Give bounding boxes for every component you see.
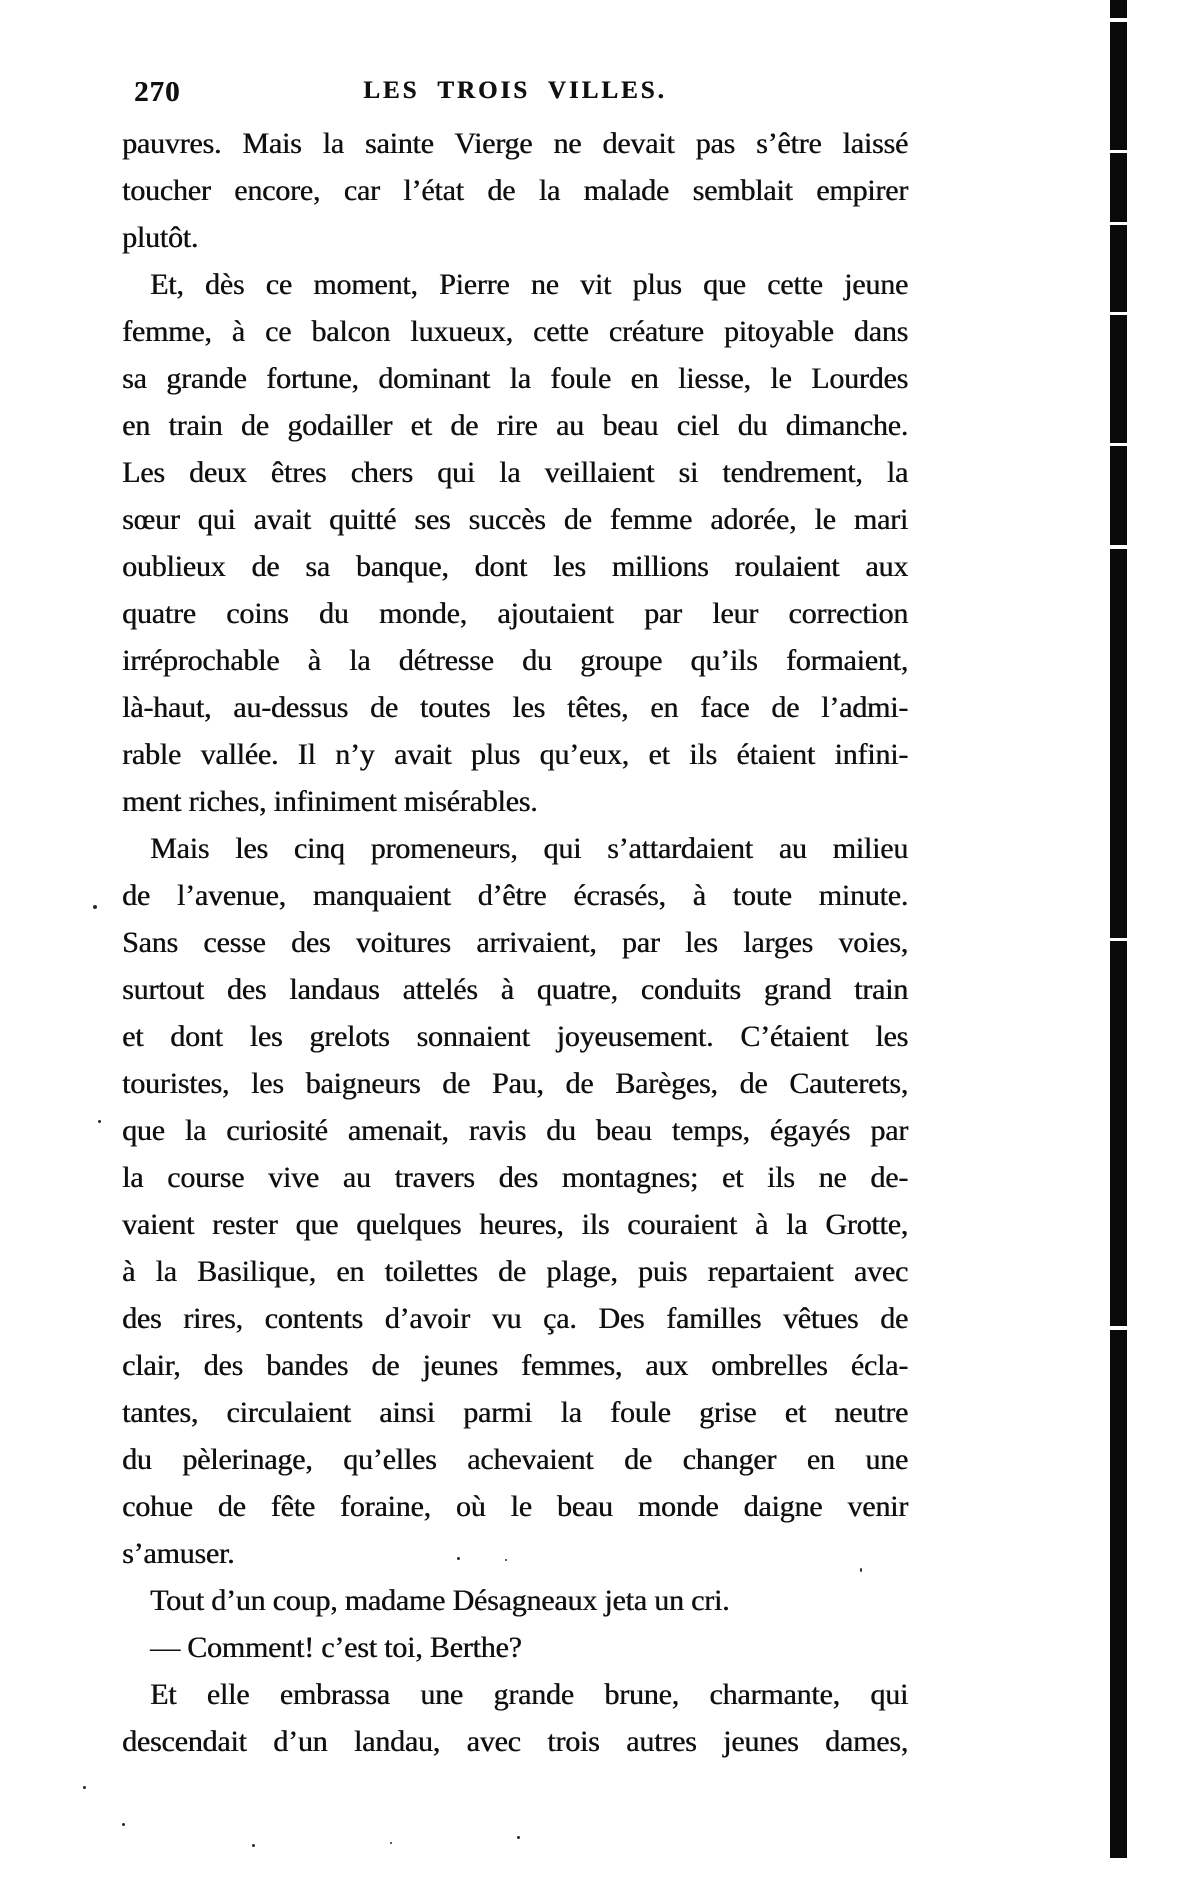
text-line: sœur qui avait quitté ses succès de femme adorée, le mari xyxy=(122,503,908,536)
scan-speck xyxy=(122,1823,125,1826)
scan-speck xyxy=(517,1836,520,1839)
running-title: LES TROIS VILLES. xyxy=(363,77,667,104)
text-line: tantes, circulaient ainsi parmi la foule grise et neutre xyxy=(122,1396,908,1429)
scan-speck xyxy=(98,1120,101,1123)
text-line: descendait d’un landau, avec trois autres jeunes dames, xyxy=(122,1725,908,1758)
text-line: vaient rester que quelques heures, ils couraient à la Grotte, xyxy=(122,1208,908,1241)
text-line: s’amuser. xyxy=(122,1537,235,1570)
scan-speck xyxy=(83,1786,86,1789)
text-line: des rires, contents d’avoir vu ça. Des familles vêtues de xyxy=(122,1302,908,1335)
scan-gutter-gap xyxy=(1109,18,1128,22)
page-number: 270 xyxy=(134,76,181,108)
scan-gutter-gap xyxy=(1109,545,1128,549)
text-line: Sans cesse des voitures arrivaient, par les larges voies, xyxy=(122,926,908,959)
scan-gutter-gap xyxy=(1109,312,1128,315)
text-line: et dont les grelots sonnaient joyeusement. C’étaient les xyxy=(122,1020,908,1053)
scan-gutter-gap xyxy=(1109,150,1128,153)
scan-gutter-gap xyxy=(1109,1326,1128,1330)
text-line: femme, à ce balcon luxueux, cette créature pitoyable dans xyxy=(122,315,908,348)
text-line: surtout des landaus attelés à quatre, conduits grand train xyxy=(122,973,908,1006)
scan-gutter-gap xyxy=(1109,222,1128,225)
text-line: toucher encore, car l’état de la malade semblait empirer xyxy=(122,174,908,207)
text-line: Les deux êtres chers qui la veillaient si tendrement, la xyxy=(122,456,908,489)
text-line: de l’avenue, manquaient d’être écrasés, à toute minute. xyxy=(122,879,908,912)
text-line: rable vallée. Il n’y avait plus qu’eux, et ils étaient infini- xyxy=(122,738,908,771)
text-line: là-haut, au-dessus de toutes les têtes, en face de l’admi- xyxy=(122,691,908,724)
text-line: quatre coins du monde, ajoutaient par leur correction xyxy=(122,597,908,630)
scan-speck xyxy=(93,905,97,909)
text-line: Tout d’un coup, madame Désagneaux jeta un cri. xyxy=(150,1584,730,1617)
scan-speck xyxy=(252,1844,255,1847)
text-line: touristes, les baigneurs de Pau, de Barèges, de Cauterets, xyxy=(122,1067,908,1100)
scan-speck xyxy=(457,1557,460,1560)
text-line: du pèlerinage, qu’elles achevaient de changer en une xyxy=(122,1443,908,1476)
text-line: — Comment! c’est toi, Berthe? xyxy=(150,1631,522,1664)
scan-gutter-bar xyxy=(1110,0,1127,1858)
text-line: Et, dès ce moment, Pierre ne vit plus que cette jeune xyxy=(150,268,908,301)
scan-speck xyxy=(505,1559,507,1561)
text-line: sa grande fortune, dominant la foule en liesse, le Lourdes xyxy=(122,362,908,395)
text-line: ment riches, infiniment misérables. xyxy=(122,785,538,818)
text-line: la course vive au travers des montagnes; et ils ne de- xyxy=(122,1161,908,1194)
text-line: cohue de fête foraine, où le beau monde daigne venir xyxy=(122,1490,908,1523)
page-text xyxy=(122,120,908,1765)
text-line: irréprochable à la détresse du groupe qu’ils formaient, xyxy=(122,644,908,677)
scan-speck xyxy=(390,1842,392,1844)
text-line: plutôt. xyxy=(122,221,199,254)
text-line: clair, des bandes de jeunes femmes, aux ombrelles écla- xyxy=(122,1349,908,1382)
scan-gutter-gap xyxy=(1109,938,1128,941)
text-line: Et elle embrassa une grande brune, charmante, qui xyxy=(150,1678,908,1711)
scan-speck xyxy=(860,1568,862,1572)
text-line: en train de godailler et de rire au beau ciel du dimanche. xyxy=(122,409,908,442)
text-line: pauvres. Mais la sainte Vierge ne devait pas s’être laissé xyxy=(122,127,908,160)
text-line: oublieux de sa banque, dont les millions roulaient aux xyxy=(122,550,908,583)
text-line: à la Basilique, en toilettes de plage, puis repartaient avec xyxy=(122,1255,908,1288)
text-line: que la curiosité amenait, ravis du beau temps, égayés par xyxy=(122,1114,908,1147)
text-line: Mais les cinq promeneurs, qui s’attardaient au milieu xyxy=(150,832,908,865)
running-header xyxy=(122,76,908,110)
scan-gutter-gap xyxy=(1109,443,1128,446)
